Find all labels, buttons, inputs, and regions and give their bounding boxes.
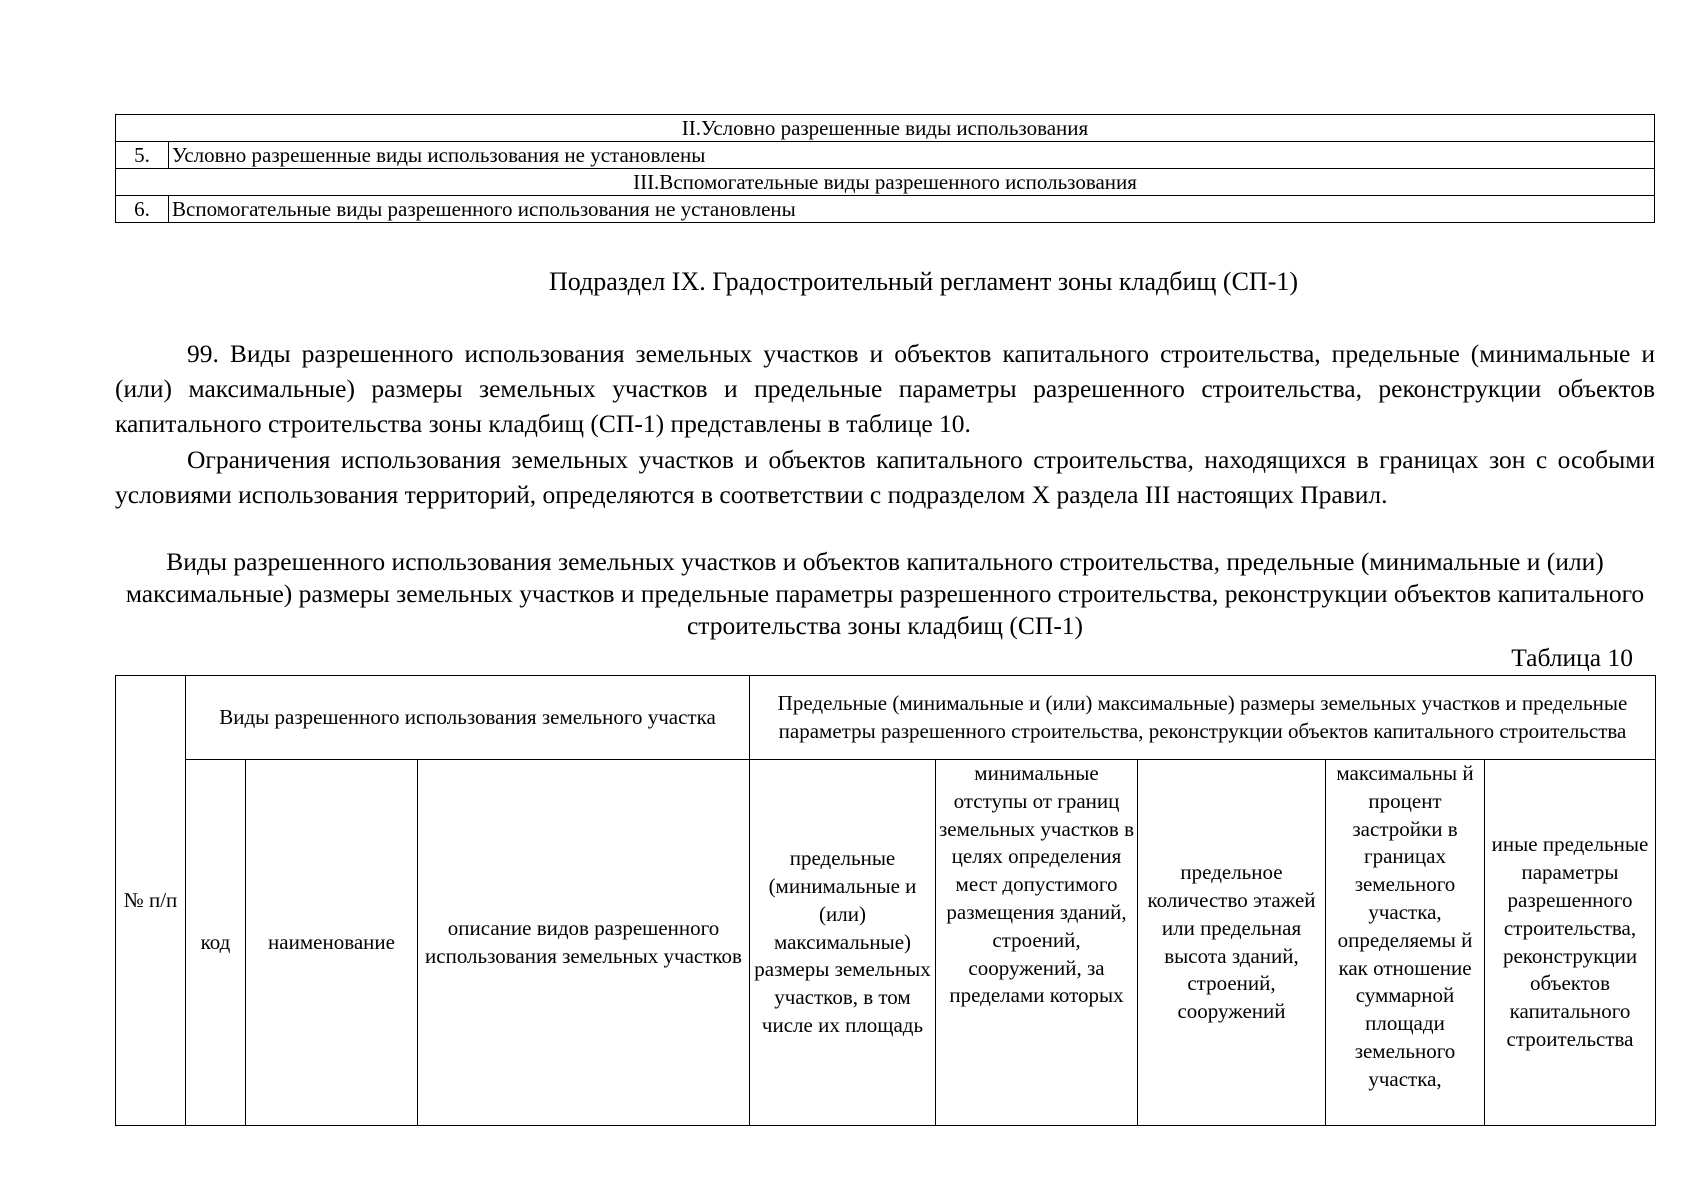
header-code: код [186,760,246,1126]
paragraph-99: 99. Виды разрешенного использования земельных участков и объектов капитального строительства, предельные (минимальные и (или) максимальные) размеры земельных участков и предельные параметры разрешенного строительства, реконструкции объектов капитального строительства зоны кладбищ (СП-1) представлены в таблице 10. [115,339,1655,438]
header-other-params: иные предельные параметры разрешенного строительства, реконструкции объектов капитального строительства [1485,760,1656,1126]
row-text: Вспомогательные виды разрешенного использования не установлены [169,196,1655,223]
table-label: Таблица 10 [1511,643,1633,672]
header-build-percent-text: максимальны й процент застройки в границах земельного участка, определяемы й как отношение суммарной площади земельного участка, [1336,761,1474,1091]
row-number: 5. [116,142,169,169]
table-row [116,169,1655,196]
table-header-row [116,676,1656,760]
table-row [116,115,1655,142]
header-build-percent [1326,760,1485,1126]
table-caption: Виды разрешенного использования земельных участков и объектов капитального строительства, предельные (минимальные и (или) максимальные) размеры земельных участков и предельные параметры разрешенного строительства, реконструкции объектов капитального строительства зоны кладбищ (СП-1) [125,547,1645,640]
section-3-title: III.Вспомогательные виды разрешенного использования [116,169,1655,196]
header-np: № п/п [116,676,186,1126]
header-description: описание видов разрешенного использования земельных участков [418,760,750,1126]
table-header-row [116,760,1656,1126]
header-floors: предельное количество этажей или предельная высота зданий, строений, сооружений [1138,760,1326,1126]
header-group-permitted-uses: Виды разрешенного использования земельного участка [186,676,750,760]
row-number: 6. [116,196,169,223]
header-setbacks [936,760,1138,1126]
table-row [116,142,1655,169]
row-text: Условно разрешенные виды использования не установлены [169,142,1655,169]
regulation-table [115,675,1656,1126]
table-row [116,196,1655,223]
header-plot-size: предельные (минимальные и (или) максимальные) размеры земельных участков, в том числе их площадь [750,760,936,1126]
header-group-limits: Предельные (минимальные и (или) максимальные) размеры земельных участков и предельные параметры разрешенного строительства, реконструкции объектов капитального строительства [750,676,1656,760]
section-2-title: II.Условно разрешенные виды использования [116,115,1655,142]
permitted-uses-table-continuation [115,114,1655,223]
subsection-heading: Подраздел IX. Градостроительный регламент зоны кладбищ (СП-1) [548,267,1299,296]
paragraph-restrictions: Ограничения использования земельных участков и объектов капитального строительства, находящихся в границах зон с особыми условиями использования территорий, определяются в соответствии с подразделом X раздела III настоящих Правил. [115,445,1655,509]
header-setbacks-text: минимальные отступы от границ земельных участков в целях определения мест допустимого размещения зданий, строений, сооружений, за пределами которых [939,761,1134,1008]
header-name: наименование [246,760,418,1126]
